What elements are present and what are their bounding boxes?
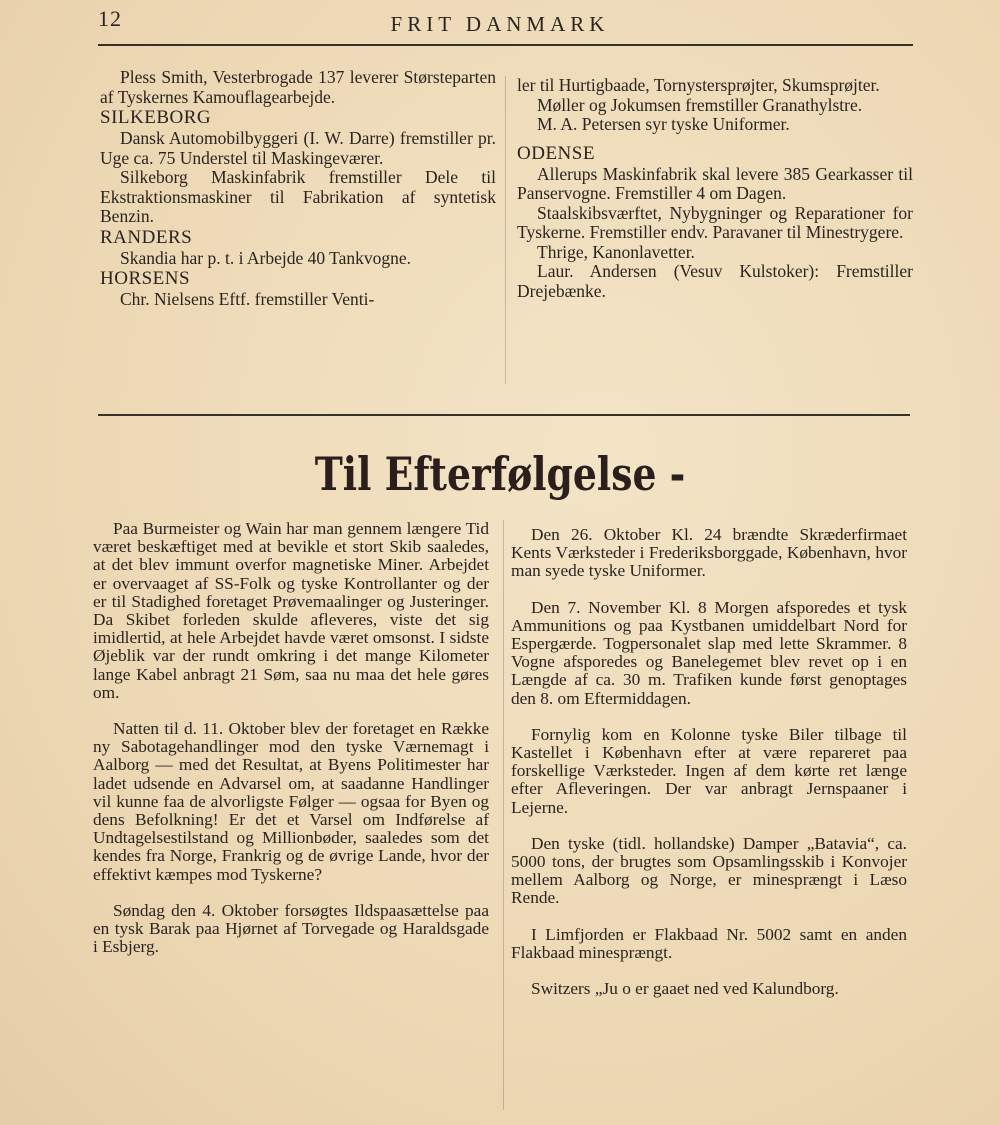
article-paragraph: Søndag den 4. Oktober forsøgtes Ildspaasættelse paa en tysk Barak paa Hjørnet af Torvegade og Haraldsgade i Esbjerg. [93, 900, 489, 957]
paragraph: Skandia har p. t. i Arbejde 40 Tankvogne. [120, 247, 412, 268]
paragraph: ler til Hurtigbaade, Tornystersprøjter, Skumsprøjter. [517, 75, 880, 95]
section-heading: RANDERS [100, 226, 193, 248]
article-headline: Til Efterfølgelse - [314, 447, 686, 501]
article-paragraph: Den tyske (tidl. hollandske) Damper „Batavia“, ca. 5000 tons, der brugtes som Opsamlingsskib i Konvojer mellem Aalborg og Norge, er minesprængt i Læso Rende. [511, 833, 907, 908]
article-paragraph: Den 7. November Kl. 8 Morgen afsporedes et tysk Ammunitions og paa Kystbanen umiddelbart Nord for Espergærde. Togpersonalet slap med lette Skrammer. 8 Vogne afsporedes og Banelegemet blev revet op i en Længde af ca. 30 m. Trafiken kunde først genoptages den 8. om Eftermiddagen. [511, 597, 907, 708]
article-right-column [511, 526, 907, 1016]
section-heading: ODENSE [517, 142, 595, 164]
paragraph: Dansk Automobilbyggeri (I. W. Darre) fremstiller pr. Uge ca. 75 Understel til Maskingeværer. [100, 128, 496, 168]
paragraph: Allerups Maskinfabrik skal levere 385 Gearkasser til Panservogne. Fremstiller 4 om Dagen. [517, 163, 913, 203]
section-heading: SILKEBORG [100, 107, 212, 128]
article-paragraph: Fornylig kom en Kolonne tyske Biler tilbage til Kastellet i København efter at være repareret paa forskellige Værksteder. Ingen af dem kørte ret længe efter Afleveringen. Der var anbragt Jernspaaner i Lejerne. [511, 724, 907, 817]
article-left-column [93, 520, 489, 974]
top-right-column [517, 76, 913, 301]
column-divider [505, 76, 506, 384]
paragraph: Chr. Nielsens Eftf. fremstiller Venti- [120, 289, 375, 309]
article-paragraph: I Limfjorden er Flakbaad Nr. 5002 samt en anden Flakbaad minesprængt. [511, 924, 907, 962]
paragraph: Pless Smith, Vesterbrogade 137 leverer Størsteparten af Tyskernes Kamouflagearbejde. [100, 67, 496, 107]
top-left-column [100, 68, 496, 310]
header-rule [98, 44, 913, 46]
article-paragraph: Paa Burmeister og Wain har man gennem længere Tid været beskæftiget med at bevikle et stort Skib saaledes, at det blev immunt overfor magnetiske Miner. Arbejdet er overvaaget af SS-Folk og tyske Kontrollanter og der er til Stadighed foretaget Prøvemaalinger og Justeringer. Da Skibet forleden skulde afleveres, viste det sig imidlertid, at hele Arbejdet havde været omsonst. I sidste Øjeblik var der rundt omkring i det mange Kilometer lange Kabel anbragt 21 Søm, saa nu maa det hele gøres om. [93, 519, 489, 702]
article-paragraph: Switzers „Ju o er gaaet ned ved Kalundborg. [531, 979, 839, 999]
page-number: 12 [98, 6, 122, 31]
section-heading: HORSENS [100, 268, 191, 289]
paragraph: Thrige, Kanonlavetter. [537, 241, 695, 262]
section-rule [98, 414, 910, 416]
running-title: FRIT DANMARK [390, 12, 610, 36]
article-paragraph: Den 26. Oktober Kl. 24 brændte Skræderfirmaet Kents Værksteder i Frederiksborggade, København, hvor man syede tyske Uniformer. [511, 525, 907, 581]
paragraph: Silkeborg Maskinfabrik fremstiller Dele til Ekstraktionsmaskiner til Fabrikation af syntetisk Benzin. [100, 167, 496, 226]
column-divider [503, 520, 504, 1110]
paragraph: M. A. Petersen syr tyske Uniformer. [537, 114, 790, 134]
paragraph: Laur. Andersen (Vesuv Kulstoker): Fremstiller Drejebænke. [517, 261, 913, 301]
paragraph: Staalskibsværftet, Nybygninger og Reparationer for Tyskerne. Fremstiller endv. Paravaner til Minestrygere. [517, 202, 913, 242]
article-paragraph: Natten til d. 11. Oktober blev der foretaget en Række ny Sabotagehandlinger mod den tyske Værnemagt i Aalborg — med det Resultat, at Byens Politimester har ladet udsende en Advarsel om, at saadanne Handlinger vil kunne faa de alvorligste Følger — ogsaa for Byen og dens Befolkning! Er det et Varsel om Indførelse af Undtagelsestilstand og Millionbøder, saaledes som det kendes fra Norge, Frankrig og de øvrige Lande, hvor der effektivt kæmpes mod Tyskerne? [93, 719, 489, 884]
paragraph: Møller og Jokumsen fremstiller Granathylstre. [537, 94, 863, 115]
